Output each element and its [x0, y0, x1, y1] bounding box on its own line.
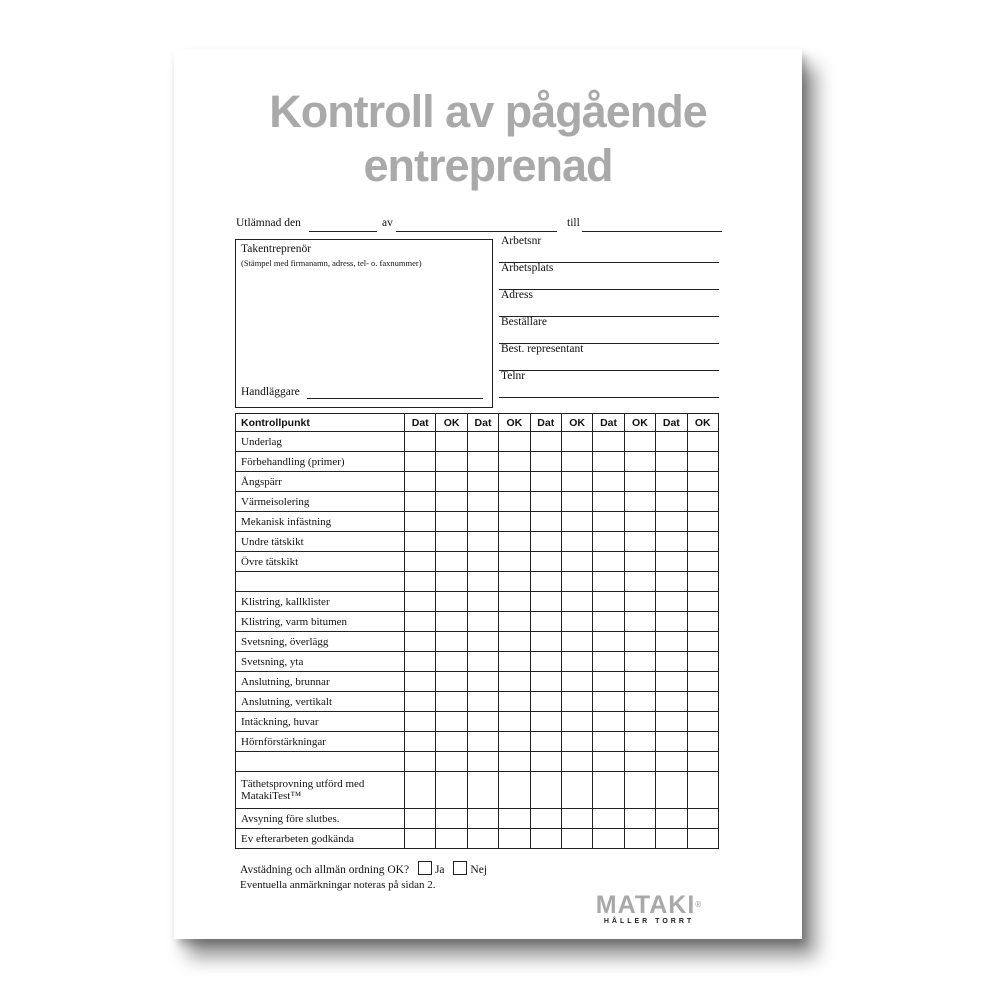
checkpoint-label: Ev efterarbeten godkända: [236, 829, 405, 849]
check-cell[interactable]: [467, 809, 498, 829]
column-header-checkpoint: Kontrollpunkt: [236, 414, 405, 432]
check-cell[interactable]: [561, 472, 592, 492]
check-cell[interactable]: [530, 532, 561, 552]
check-cell[interactable]: [467, 572, 498, 592]
info-field-label: Telnr: [501, 370, 526, 382]
check-cell[interactable]: [467, 492, 498, 512]
check-cell[interactable]: [467, 632, 498, 652]
check-cell[interactable]: [593, 452, 624, 472]
check-cell[interactable]: [436, 452, 467, 472]
check-cell[interactable]: [499, 572, 530, 592]
check-cell[interactable]: [561, 452, 592, 472]
check-cell[interactable]: [561, 592, 592, 612]
check-cell[interactable]: [561, 809, 592, 829]
check-cell[interactable]: [624, 572, 655, 592]
check-cell[interactable]: [624, 472, 655, 492]
table-row: [236, 692, 719, 712]
check-cell[interactable]: [656, 632, 687, 652]
check-cell[interactable]: [561, 532, 592, 552]
check-cell[interactable]: [436, 472, 467, 492]
table-row: [236, 772, 719, 809]
check-cell[interactable]: [530, 752, 561, 772]
check-cell[interactable]: [593, 592, 624, 612]
check-cell[interactable]: [656, 772, 687, 809]
check-cell[interactable]: [405, 672, 436, 692]
check-cell[interactable]: [405, 572, 436, 592]
check-cell[interactable]: [687, 752, 718, 772]
check-cell[interactable]: [561, 672, 592, 692]
table-row: [236, 732, 719, 752]
check-cell[interactable]: [530, 772, 561, 809]
contractor-label: Takentreprenör: [241, 243, 312, 255]
checkpoint-label: Intäckning, huvar: [236, 712, 405, 732]
check-cell[interactable]: [436, 672, 467, 692]
check-cell[interactable]: [687, 572, 718, 592]
checklist-table: [235, 413, 719, 849]
check-cell[interactable]: [624, 452, 655, 472]
check-cell[interactable]: [405, 432, 436, 452]
check-cell[interactable]: [499, 472, 530, 492]
check-cell[interactable]: [656, 652, 687, 672]
check-cell[interactable]: [499, 672, 530, 692]
check-cell[interactable]: [530, 809, 561, 829]
check-cell[interactable]: [499, 452, 530, 472]
check-cell[interactable]: [499, 692, 530, 712]
check-cell[interactable]: [405, 452, 436, 472]
check-cell[interactable]: [530, 552, 561, 572]
check-cell[interactable]: [593, 772, 624, 809]
check-cell[interactable]: [561, 512, 592, 532]
check-cell[interactable]: [687, 532, 718, 552]
checkpoint-label: Klistring, kallklister: [236, 592, 405, 612]
check-cell[interactable]: [624, 492, 655, 512]
check-cell[interactable]: [467, 732, 498, 752]
check-cell[interactable]: [687, 612, 718, 632]
column-header: OK: [624, 414, 655, 432]
check-cell[interactable]: [405, 732, 436, 752]
contractor-note: (Stämpel med firmanamn, adress, tel- o. faxnummer): [241, 258, 422, 268]
check-cell[interactable]: [436, 492, 467, 512]
info-field-label: Arbetsnr: [501, 235, 542, 247]
check-cell[interactable]: [687, 692, 718, 712]
check-cell[interactable]: [593, 672, 624, 692]
check-cell[interactable]: [687, 672, 718, 692]
column-header: Dat: [530, 414, 561, 432]
check-cell[interactable]: [436, 772, 467, 809]
check-cell[interactable]: [656, 692, 687, 712]
check-cell[interactable]: [624, 432, 655, 452]
check-cell[interactable]: [467, 612, 498, 632]
checkpoint-label: Klistring, varm bitumen: [236, 612, 405, 632]
check-cell[interactable]: [467, 692, 498, 712]
table-row: [236, 432, 719, 452]
check-cell[interactable]: [687, 552, 718, 572]
checkpoint-label: Underlag: [236, 432, 405, 452]
check-cell[interactable]: [530, 672, 561, 692]
check-cell[interactable]: [593, 829, 624, 849]
check-cell[interactable]: [467, 772, 498, 809]
check-cell[interactable]: [436, 829, 467, 849]
check-cell[interactable]: [405, 512, 436, 532]
check-cell[interactable]: [656, 672, 687, 692]
check-cell[interactable]: [467, 752, 498, 772]
check-cell[interactable]: [656, 492, 687, 512]
check-cell[interactable]: [656, 592, 687, 612]
check-cell[interactable]: [656, 732, 687, 752]
check-cell[interactable]: [561, 572, 592, 592]
check-cell[interactable]: [656, 752, 687, 772]
check-cell[interactable]: [467, 452, 498, 472]
check-cell[interactable]: [436, 752, 467, 772]
check-cell[interactable]: [530, 732, 561, 752]
check-cell[interactable]: [624, 652, 655, 672]
check-cell[interactable]: [467, 532, 498, 552]
check-cell[interactable]: [656, 809, 687, 829]
column-header: OK: [687, 414, 718, 432]
checklist-header-row: [236, 414, 719, 432]
page-title: [174, 85, 802, 193]
check-cell[interactable]: [467, 652, 498, 672]
check-cell[interactable]: [593, 472, 624, 492]
check-cell[interactable]: [656, 712, 687, 732]
check-cell[interactable]: [593, 809, 624, 829]
check-cell[interactable]: [561, 552, 592, 572]
checkpoint-label: Svetsning, överlägg: [236, 632, 405, 652]
column-header: OK: [499, 414, 530, 432]
table-row: [236, 612, 719, 632]
check-cell[interactable]: [405, 752, 436, 772]
logo-wordmark: [576, 892, 722, 918]
table-row: [236, 829, 719, 849]
issued-date-field[interactable]: [309, 231, 377, 232]
check-cell[interactable]: [436, 809, 467, 829]
table-row: [236, 752, 719, 772]
check-cell[interactable]: [593, 432, 624, 452]
check-cell[interactable]: [499, 432, 530, 452]
check-cell[interactable]: [405, 809, 436, 829]
logo-name: MATAKI: [595, 891, 696, 919]
check-cell[interactable]: [624, 712, 655, 732]
check-cell[interactable]: [687, 512, 718, 532]
info-field-label: Adress: [501, 289, 533, 301]
check-cell[interactable]: [436, 512, 467, 532]
table-row: [236, 532, 719, 552]
check-cell[interactable]: [687, 492, 718, 512]
check-cell[interactable]: [656, 829, 687, 849]
check-cell[interactable]: [561, 752, 592, 772]
check-cell[interactable]: [593, 572, 624, 592]
check-cell[interactable]: [687, 652, 718, 672]
issued-date-label: Utlämnad den: [236, 217, 301, 229]
check-cell[interactable]: [593, 512, 624, 532]
check-cell[interactable]: [624, 772, 655, 809]
checkpoint-label: Värmeisolering: [236, 492, 405, 512]
table-row: [236, 472, 719, 492]
check-cell[interactable]: [624, 552, 655, 572]
check-cell[interactable]: [656, 552, 687, 572]
check-cell[interactable]: [436, 592, 467, 612]
remarks-note: Eventuella anmärkningar noteras på sidan 2.: [240, 879, 436, 891]
check-cell[interactable]: [499, 552, 530, 572]
check-cell[interactable]: [530, 492, 561, 512]
table-row: [236, 452, 719, 472]
check-cell[interactable]: [499, 752, 530, 772]
check-cell[interactable]: [561, 732, 592, 752]
check-cell[interactable]: [405, 829, 436, 849]
check-cell[interactable]: [593, 532, 624, 552]
check-cell[interactable]: [405, 492, 436, 512]
issued-to-label: till: [567, 217, 580, 229]
issued-by-field[interactable]: [396, 231, 557, 232]
check-cell[interactable]: [436, 692, 467, 712]
check-cell[interactable]: [530, 472, 561, 492]
check-cell[interactable]: [530, 692, 561, 712]
check-cell[interactable]: [656, 472, 687, 492]
check-cell[interactable]: [467, 672, 498, 692]
check-cell[interactable]: [624, 672, 655, 692]
check-cell[interactable]: [530, 612, 561, 632]
check-cell[interactable]: [530, 452, 561, 472]
table-row: [236, 809, 719, 829]
check-cell[interactable]: [405, 592, 436, 612]
check-cell[interactable]: [593, 732, 624, 752]
table-row: [236, 552, 719, 572]
check-cell[interactable]: [624, 732, 655, 752]
check-cell[interactable]: [656, 532, 687, 552]
check-cell[interactable]: [530, 712, 561, 732]
form-sheet: [174, 49, 802, 939]
check-cell[interactable]: [561, 712, 592, 732]
no-label: Nej: [470, 864, 488, 876]
mataki-logo: [576, 892, 722, 926]
table-row: [236, 512, 719, 532]
checkpoint-label: [236, 752, 405, 772]
checkpoint-label: Ångspärr: [236, 472, 405, 492]
check-cell[interactable]: [405, 632, 436, 652]
check-cell[interactable]: [656, 572, 687, 592]
check-cell[interactable]: [405, 552, 436, 572]
check-cell[interactable]: [561, 432, 592, 452]
check-cell[interactable]: [593, 752, 624, 772]
column-header: Dat: [656, 414, 687, 432]
cleanup-question-text: Avstädning och allmän ordning OK?: [240, 864, 410, 876]
check-cell[interactable]: [561, 829, 592, 849]
issued-row: [236, 217, 722, 235]
check-cell[interactable]: [467, 472, 498, 492]
check-cell[interactable]: [624, 532, 655, 552]
column-header: OK: [561, 414, 592, 432]
check-cell[interactable]: [624, 752, 655, 772]
yes-checkbox[interactable]: [418, 861, 432, 875]
table-row: [236, 652, 719, 672]
check-cell[interactable]: [687, 829, 718, 849]
check-cell[interactable]: [687, 732, 718, 752]
check-cell[interactable]: [530, 829, 561, 849]
check-cell[interactable]: [499, 512, 530, 532]
check-cell[interactable]: [687, 592, 718, 612]
check-cell[interactable]: [656, 612, 687, 632]
check-cell[interactable]: [499, 809, 530, 829]
yes-label: Ja: [434, 864, 445, 876]
check-cell[interactable]: [499, 732, 530, 752]
info-field-label: Beställare: [501, 316, 547, 328]
check-cell[interactable]: [530, 572, 561, 592]
check-cell[interactable]: [530, 512, 561, 532]
check-cell[interactable]: [436, 532, 467, 552]
info-field[interactable]: [499, 370, 719, 398]
check-cell[interactable]: [499, 829, 530, 849]
checkpoint-label: Avsyning före slutbes.: [236, 809, 405, 829]
check-cell[interactable]: [561, 632, 592, 652]
check-cell[interactable]: [530, 632, 561, 652]
checkpoint-label: Undre tätskikt: [236, 532, 405, 552]
check-cell[interactable]: [624, 512, 655, 532]
checkpoint-label: Anslutning, vertikalt: [236, 692, 405, 712]
check-cell[interactable]: [656, 452, 687, 472]
check-cell[interactable]: [593, 712, 624, 732]
check-cell[interactable]: [561, 492, 592, 512]
info-field[interactable]: [499, 343, 719, 371]
check-cell[interactable]: [467, 829, 498, 849]
check-cell[interactable]: [405, 772, 436, 809]
check-cell[interactable]: [499, 772, 530, 809]
table-row: [236, 712, 719, 732]
logo-registered: ®: [695, 900, 703, 909]
issued-by-label: av: [382, 217, 393, 229]
check-cell[interactable]: [561, 692, 592, 712]
check-cell[interactable]: [436, 632, 467, 652]
column-header: Dat: [405, 414, 436, 432]
check-cell[interactable]: [499, 612, 530, 632]
check-cell[interactable]: [530, 592, 561, 612]
check-cell[interactable]: [436, 612, 467, 632]
check-cell[interactable]: [624, 829, 655, 849]
check-cell[interactable]: [436, 732, 467, 752]
check-cell[interactable]: [436, 432, 467, 452]
info-field[interactable]: [499, 235, 719, 263]
check-cell[interactable]: [530, 432, 561, 452]
check-cell[interactable]: [561, 652, 592, 672]
check-cell[interactable]: [499, 652, 530, 672]
checkpoint-label: Täthetsprovning utförd med MatakiTest™: [236, 772, 405, 809]
check-cell[interactable]: [436, 572, 467, 592]
check-cell[interactable]: [436, 552, 467, 572]
check-cell[interactable]: [467, 592, 498, 612]
table-row: [236, 572, 719, 592]
check-cell[interactable]: [467, 512, 498, 532]
checkpoint-label: Övre tätskikt: [236, 552, 405, 572]
check-cell[interactable]: [467, 712, 498, 732]
check-cell[interactable]: [687, 712, 718, 732]
table-row: [236, 492, 719, 512]
table-row: [236, 672, 719, 692]
title-line-2: entreprenad: [363, 140, 613, 191]
handler-field[interactable]: [307, 398, 483, 399]
check-cell[interactable]: [624, 592, 655, 612]
cleanup-question: [240, 861, 487, 876]
check-cell[interactable]: [499, 712, 530, 732]
check-cell[interactable]: [687, 432, 718, 452]
check-cell[interactable]: [687, 472, 718, 492]
check-cell[interactable]: [593, 632, 624, 652]
check-cell[interactable]: [561, 772, 592, 809]
check-cell[interactable]: [467, 552, 498, 572]
check-cell[interactable]: [624, 692, 655, 712]
check-cell[interactable]: [499, 492, 530, 512]
check-cell[interactable]: [624, 632, 655, 652]
info-field-label: Best. representant: [501, 343, 584, 355]
check-cell[interactable]: [687, 452, 718, 472]
check-cell[interactable]: [593, 492, 624, 512]
title-line-1: Kontroll av pågående: [269, 86, 707, 137]
check-cell[interactable]: [436, 652, 467, 672]
check-cell[interactable]: [624, 809, 655, 829]
info-field[interactable]: [499, 316, 719, 344]
check-cell[interactable]: [593, 692, 624, 712]
check-cell[interactable]: [687, 809, 718, 829]
check-cell[interactable]: [405, 472, 436, 492]
handler-label: Handläggare: [241, 386, 300, 398]
info-field[interactable]: [499, 262, 719, 290]
check-cell[interactable]: [467, 432, 498, 452]
check-cell[interactable]: [436, 712, 467, 732]
issued-to-field[interactable]: [582, 231, 722, 232]
table-row: [236, 592, 719, 612]
check-cell[interactable]: [687, 772, 718, 809]
column-header: Dat: [593, 414, 624, 432]
check-cell[interactable]: [499, 632, 530, 652]
checkpoint-label: Mekanisk infästning: [236, 512, 405, 532]
check-cell[interactable]: [656, 432, 687, 452]
check-cell[interactable]: [656, 512, 687, 532]
column-header: Dat: [467, 414, 498, 432]
check-cell[interactable]: [499, 592, 530, 612]
check-cell[interactable]: [624, 612, 655, 632]
checkpoint-label: Svetsning, yta: [236, 652, 405, 672]
checkpoint-label: Hörnförstärkningar: [236, 732, 405, 752]
check-cell[interactable]: [405, 652, 436, 672]
info-field[interactable]: [499, 289, 719, 317]
table-row: [236, 632, 719, 652]
check-cell[interactable]: [561, 612, 592, 632]
check-cell[interactable]: [405, 712, 436, 732]
logo-tagline: HÅLLER TORRT: [603, 918, 695, 925]
check-cell[interactable]: [593, 652, 624, 672]
no-checkbox[interactable]: [453, 861, 467, 875]
contractor-stamp-box[interactable]: [235, 239, 493, 408]
check-cell[interactable]: [405, 612, 436, 632]
checkpoint-label: Anslutning, brunnar: [236, 672, 405, 692]
checkpoint-label: Förbehandling (primer): [236, 452, 405, 472]
check-cell[interactable]: [593, 612, 624, 632]
info-field-label: Arbetsplats: [501, 262, 554, 274]
checkpoint-label: [236, 572, 405, 592]
check-cell[interactable]: [687, 632, 718, 652]
check-cell[interactable]: [593, 552, 624, 572]
column-header: OK: [436, 414, 467, 432]
check-cell[interactable]: [530, 652, 561, 672]
check-cell[interactable]: [405, 692, 436, 712]
check-cell[interactable]: [499, 532, 530, 552]
check-cell[interactable]: [405, 532, 436, 552]
